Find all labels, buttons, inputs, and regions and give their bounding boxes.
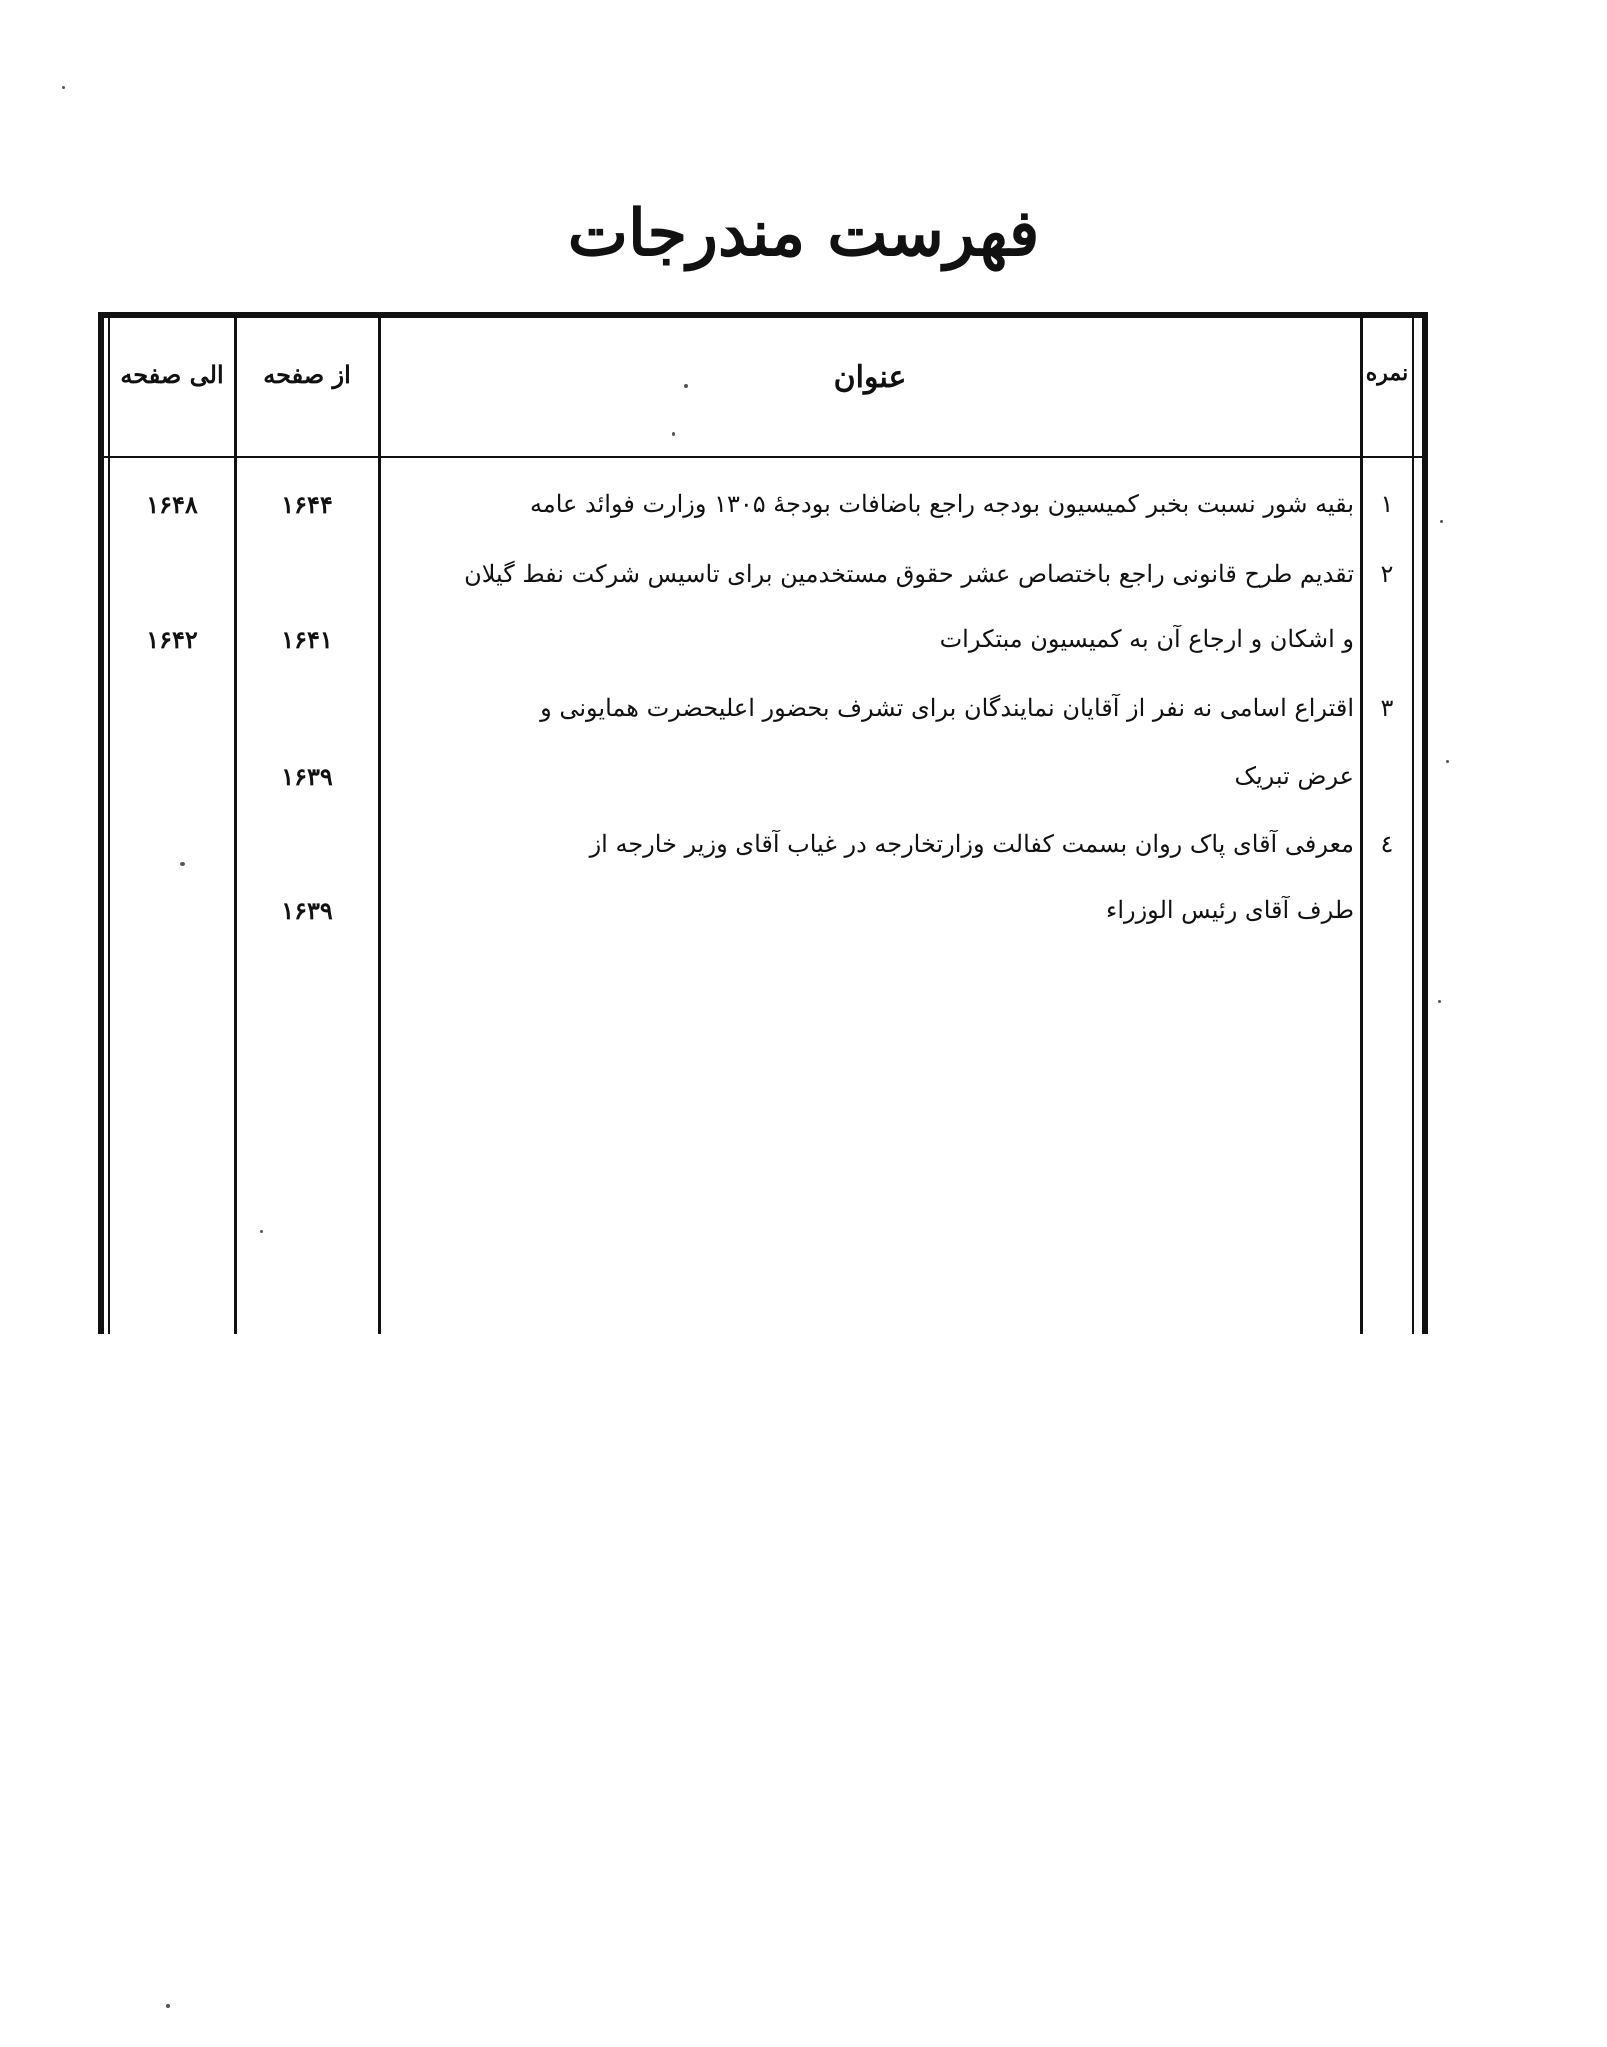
entry-text-line: اقتراع اسامی نه نفر از آقایان نمایندگان برای تشرف بحضور اعلیحضرت همایونی و [540, 694, 1354, 722]
scan-speck [1438, 1000, 1441, 1003]
entry-to-page: ۱۶۴۸ [146, 490, 198, 519]
table-frame [98, 312, 1428, 1334]
entry-text-line: و اشکان و ارجاع آن به کمیسیون مبتکرات [939, 625, 1354, 653]
scan-speck [166, 2004, 170, 2008]
table-row [0, 694, 1607, 734]
entry-text-line: عرض تبریک [1234, 762, 1354, 790]
column-rule-subject [1360, 318, 1363, 1334]
entry-text-line: تقدیم طرح قانونی راجع باختصاص عشر حقوق مستخدمین برای تاسیس شرکت نفط گیلان [464, 560, 1354, 588]
column-rule-to-page [234, 318, 237, 1334]
header-from-page: از صفحه [263, 360, 351, 389]
table-row-continuation [0, 625, 1607, 665]
entry-number: ۱ [1380, 490, 1394, 518]
table-row [0, 560, 1607, 600]
entry-to-page: ۱۶۴۲ [146, 625, 198, 654]
entry-from-page: ۱۶۳۹ [281, 762, 333, 791]
table-row [0, 830, 1607, 870]
column-rule-outer-right [1412, 318, 1414, 1334]
table-row [0, 490, 1607, 530]
column-rule-outer-left [108, 318, 110, 1334]
scan-speck [684, 384, 688, 388]
scan-speck [62, 86, 65, 89]
scan-speck [1440, 520, 1443, 523]
table-row-continuation [0, 762, 1607, 802]
entry-number: ٤ [1380, 830, 1394, 858]
entry-text-line: بقیه شور نسبت بخبر کمیسیون بودجه راجع باضافات بودجهٔ ۱۳۰۵ وزارت فوائد عامه [530, 490, 1354, 518]
header-number: نمره [1365, 360, 1409, 386]
entry-number: ۳ [1380, 694, 1394, 722]
scan-speck [672, 432, 675, 436]
entry-from-page: ۱۶۴۴ [281, 490, 333, 519]
header-divider [98, 456, 1428, 458]
scan-speck [180, 862, 185, 866]
entry-text-line: معرفی آقای پاک روان بسمت کفالت وزارتخارجه در غیاب آقای وزیر خارجه از [589, 830, 1354, 858]
scan-speck [1446, 760, 1449, 763]
entry-text-line: طرف آقای رئیس الوزراء [1106, 896, 1354, 924]
entry-from-page: ۱۶۴۱ [281, 625, 333, 654]
header-to-page: الی صفحه [120, 360, 224, 389]
column-rule-from-page [378, 318, 381, 1334]
page-title: فهرست مندرجات [567, 196, 1040, 271]
scan-speck [260, 1230, 263, 1233]
header-subject: عنوان [833, 360, 907, 395]
entry-from-page: ۱۶۳۹ [281, 896, 333, 925]
table-row-continuation [0, 896, 1607, 936]
entry-number: ۲ [1380, 560, 1394, 588]
